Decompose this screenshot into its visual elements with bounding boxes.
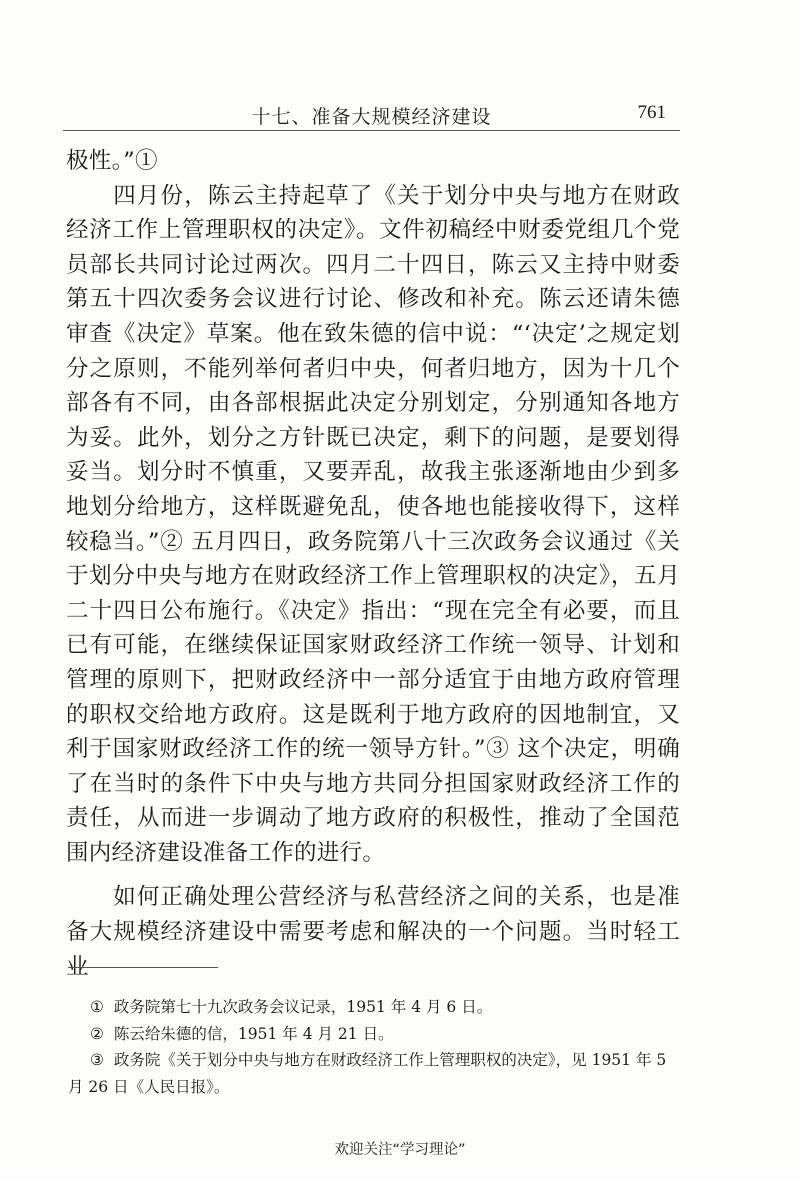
page-number: 761 bbox=[637, 102, 666, 123]
footnote bbox=[68, 1021, 680, 1048]
footnote-marker: ① bbox=[90, 998, 104, 1016]
footnote-text: 陈云给朱德的信，1951 年 4 月 21 日。 bbox=[113, 1024, 394, 1043]
bottom-caption: 欢迎关注“学习理论” bbox=[334, 1142, 466, 1158]
paragraph: 如何正确处理公营经济与私营经济之间的关系，也是准备大规模经济建设中需要考虑和解决的一个问题。当时轻工业 bbox=[66, 884, 680, 980]
footnote bbox=[68, 1047, 680, 1100]
footnote-marker: ② bbox=[90, 1024, 104, 1043]
footnote-divider bbox=[68, 967, 218, 968]
body-text bbox=[66, 144, 680, 984]
paragraph: 四月份，陈云主持起草了《关于划分中央与地方在财政经济工作上管理职权的决定》。文件初稿经中财委党组几个党员部长共同讨论过两次。四月二十四日，陈云又主持中财委第五十四次委务会议进行讨论、修改和补充。陈云还请朱德审查《决定》草案。他在致朱德的信中说：“‘决定’之规定划分之原则，不能列举何者归中央，何者归地方，因为十几个部各有不同，由各部根据此决定分别划定，分别通知各地方为妥。此外，划分之方针既已决定，剩下的问题，是要划得妥当。划分时不慎重，又要弄乱，故我主张逐渐地由少到多地划分给地方，这样既避免乱，使各地也能接收得下，这样较稳当。”② 五月四日，政务院第八十三次政务会议通过《关于划分中央与地方在财政经济工作上管理职权的决定》，五月二十四日公布施行。《决定》指出：“现在完全有必要，而且已有可能，在继续保证国家财政经济工作统一领导、计划和管理的原则下，把财政经济中一部分适宜于由地方政府管理的职权交给地方政府。这是既利于地方政府的因地制宜，又利于国家财政经济工作的统一领导方针。”③ 这个决定，明确了在当时的条件下中央与地方共同分担国家财政经济工作的责任，从而进一步调动了地方政府的积极性，推动了全国范围内经济建设准备工作的进行。 bbox=[66, 182, 680, 866]
footnotes bbox=[68, 994, 680, 1100]
running-header bbox=[63, 96, 680, 131]
running-title: 十七、准备大规模经济建设 bbox=[251, 106, 492, 128]
paragraph-continuation: 极性。”① bbox=[66, 148, 158, 174]
footnote-text: 政务院《关于划分中央与地方在财政经济工作上管理职权的决定》，见 1951 年 5 月 26 日《人民日报》。 bbox=[68, 1051, 667, 1096]
footnote bbox=[68, 994, 680, 1021]
footnote-marker: ③ bbox=[90, 1051, 104, 1069]
footnote-text: 政务院第七十九次政务会议记录，1951 年 4 月 6 日。 bbox=[113, 998, 493, 1016]
